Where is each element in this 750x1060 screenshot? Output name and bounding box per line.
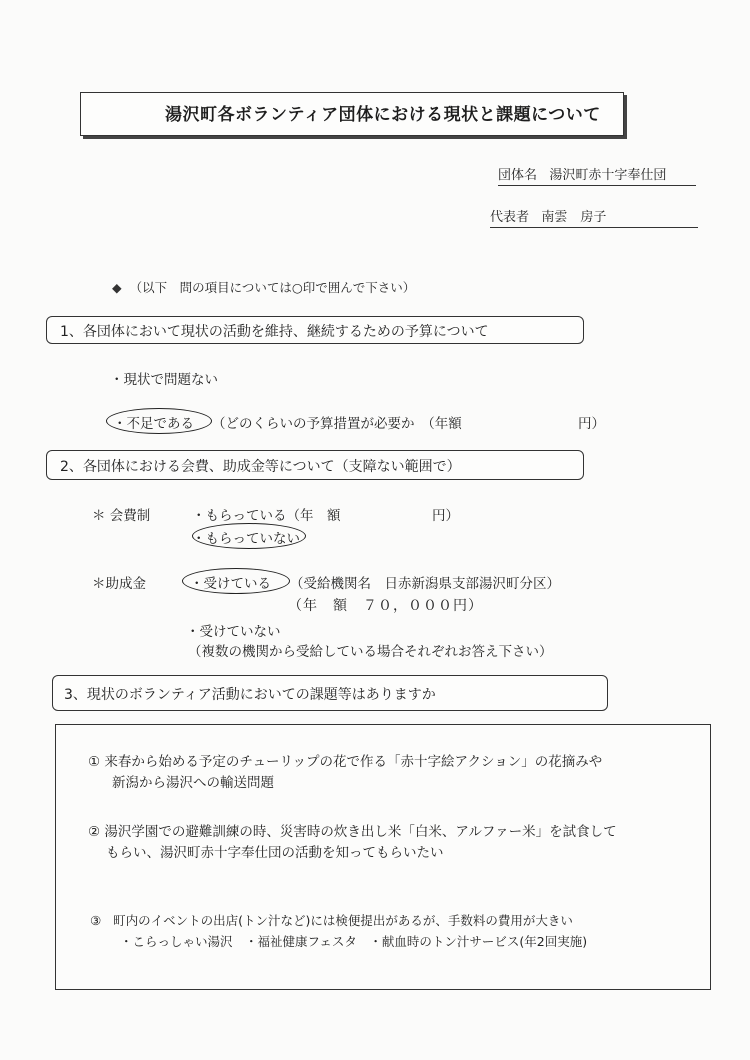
grant-option-receiving: ・受けている [190, 576, 271, 592]
question-3-title: 3、現状のボランティア活動においての課題等はありますか [64, 687, 436, 703]
answer-line: ・こらっしゃい湯沢 ・福祉健康フェスタ ・献血時のトン汁サービス(年2回実施) [120, 934, 588, 949]
fee-unit: 円） [432, 508, 459, 524]
fee-option-not-receiving: ・もらっていない [192, 531, 300, 547]
grant-note: （複数の機関から受給している場合それぞれお答え下さい） [188, 644, 553, 660]
document-title: 湯沢町各ボランティア団体における現状と課題について [165, 105, 601, 125]
answer-item [88, 752, 602, 794]
answer-number: ③ [90, 913, 102, 928]
answer-line: 町内のイベントの出店(トン汁など)には検便提出があるが、手数料の費用が大きい [113, 913, 573, 928]
representative-field [490, 206, 698, 228]
fee-option-receiving: ・もらっている（年 額 [192, 508, 341, 524]
q1-option-detail: （どのくらいの予算措置が必要か （年額 [212, 416, 462, 432]
rep-value: 南雲 房子 [541, 210, 607, 225]
instruction [112, 278, 415, 296]
answer-item [88, 822, 617, 864]
instruction-text: （以下 問の項目については○印で囲んで下さい） [129, 280, 416, 295]
question-1-title: 1、各団体において現状の活動を維持、継続するための予算について [60, 324, 489, 340]
org-value: 湯沢町赤十字奉仕団 [549, 168, 667, 183]
q1-option-insufficient: ・不足である [113, 416, 194, 432]
answer-line: 新潟から湯沢への輸送問題 [112, 775, 274, 791]
grant-option-detail: （受給機関名 日赤新潟県支部湯沢町分区） [290, 576, 560, 592]
answer-item [90, 910, 587, 952]
answer-number: ① [88, 754, 101, 770]
answer-line: 来春から始める予定のチューリップの花で作る「赤十字絵アクション」の花摘みや [104, 754, 603, 770]
grant-label: ＊助成金 [92, 576, 146, 592]
q1-option-no-problem: ・現状で問題ない [110, 372, 218, 388]
answer-number: ② [88, 824, 101, 840]
grant-amount: （年 額 ７０，０００円） [288, 598, 483, 614]
grant-option-not-receiving: ・受けていない [186, 624, 281, 640]
rep-label: 代表者 [490, 210, 530, 225]
answer-line: もらい、湯沢町赤十字奉仕団の活動を知ってもらいたい [106, 845, 444, 861]
diamond-bullet-icon: ◆ [112, 280, 122, 295]
org-label: 団体名 [498, 168, 538, 183]
q1-unit: 円） [578, 416, 605, 432]
question-2-title: 2、各団体における会費、助成金等について（支障ない範囲で） [60, 459, 461, 475]
answer-line: 湯沢学園での避難訓練の時、災害時の炊き出し米「白米、アルファー米」を試食して [104, 824, 617, 840]
organization-field [498, 164, 696, 186]
fee-label: ＊ 会費制 [92, 508, 151, 524]
